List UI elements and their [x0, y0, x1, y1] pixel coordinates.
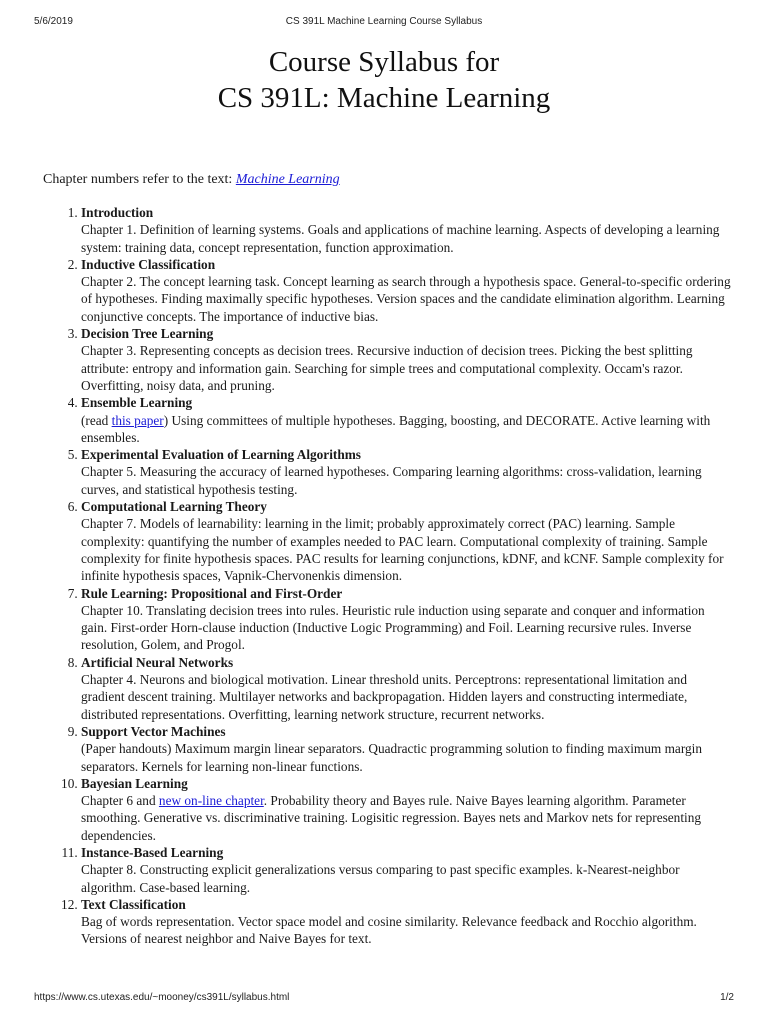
- topic-description: Chapter 7. Models of learnability: learning in the limit; probably approximately correct (PAC) learning. Sample complexity: quantifying the number of examples needed to PAC learn. Computational complexity of training. Sample complexity for finite hypothesis spaces. PAC results for learning conjunctions, kDNF, and kCNF. Sample complexity for infinite hypothesis spaces, Vapnik-Chervonenkis dimension.: [81, 516, 724, 584]
- topic-description: (Paper handouts) Maximum margin linear separators. Quadractic programming solution to finding maximum margin separators. Kernels for learning non-linear functions.: [81, 741, 703, 774]
- topic-title: 10. Bayesian Learning: [81, 775, 188, 791]
- print-title: CS 391L Machine Learning Course Syllabus: [285, 16, 483, 27]
- topic-item: [81, 204, 733, 256]
- print-date: 5/6/2019: [34, 16, 73, 27]
- topic-description: Bag of words representation. Vector space model and cosine similarity. Relevance feedback and Rocchio algorithm. Versions of nearest neighbor and Naive Bayes for text.: [81, 914, 697, 947]
- topic-title: 9. Support Vector Machines: [81, 723, 226, 739]
- online-chapter-link[interactable]: new on-line chapter: [158, 793, 264, 809]
- topic-description: Chapter 1. Definition of learning systems. Goals and applications of machine learning. Aspects of developing a learning system: training data, concept representation, function approximation.: [81, 222, 720, 255]
- topic-description: Chapter 5. Measuring the accuracy of learned hypotheses. Comparing learning algorithms: cross-validation, learning curves, and statistical hypothesis testing.: [81, 464, 702, 497]
- topic-title: 3. Decision Tree Learning: [81, 326, 214, 342]
- topic-description: Chapter 8. Constructing explicit generalizations versus comparing to past specific examples. k-Nearest-neighbor algorithm. Case-based learning.: [81, 862, 680, 895]
- page-title-line1: Course Syllabus for: [268, 46, 500, 78]
- topic-item: [81, 775, 733, 844]
- topic-item: [81, 585, 733, 654]
- topic-title: 11. Instance-Based Learning: [81, 844, 224, 860]
- topic-description: Chapter 3. Representing concepts as decision trees. Recursive induction of decision trees. Picking the best splitting attribute: entropy and information gain. Searching for simple trees and computational complexity. Occam's razor. Overfitting, noisy data, and pruning.: [81, 343, 693, 393]
- topic-description: (read this paper) Using committees of multiple hypotheses. Bagging, boosting, and DECORATE. Active learning with ensembles.: [81, 412, 711, 445]
- page-title: [0, 44, 768, 116]
- topic-title: 8. Artificial Neural Networks: [81, 654, 234, 670]
- topic-item: [81, 844, 733, 896]
- topic-description: Chapter 4. Neurons and biological motivation. Linear threshold units. Perceptrons: representational limitation and gradient descent training. Multilayer networks and backpropagation. Hidden layers and constructing intermediate, distributed representations. Overfitting, learning network structure, recurrent networks.: [81, 672, 688, 722]
- topic-item: [81, 896, 733, 948]
- page-title-line2: CS 391L: Machine Learning: [217, 82, 551, 114]
- intro-text: [43, 171, 340, 189]
- print-footer: [34, 992, 734, 1006]
- topic-item: [81, 498, 733, 584]
- topic-title: 6. Computational Learning Theory: [81, 499, 267, 515]
- topic-item: [81, 654, 733, 723]
- topic-list: [43, 204, 733, 948]
- intro-label: Chapter numbers refer to the text:: [43, 172, 236, 187]
- print-header: [34, 16, 734, 30]
- topic-title: 12. Text Classification: [81, 896, 186, 912]
- topic-item: [81, 256, 733, 325]
- print-url: https://www.cs.utexas.edu/~mooney/cs391L/syllabus.html: [34, 992, 290, 1003]
- paper-link[interactable]: this paper: [111, 412, 164, 428]
- topic-item: [81, 446, 733, 498]
- topic-description: Chapter 10. Translating decision trees into rules. Heuristic rule induction using separate and conquer and information gain. First-order Horn-clause induction (Inductive Logic Programming) and Foil. Learning recursive rules. Inverse resolution, Golem, and Progol.: [81, 602, 705, 653]
- topic-item: [81, 723, 733, 775]
- topic-title: 4. Ensemble Learning: [81, 395, 193, 411]
- topic-description: Chapter 6 and new on-line chapter. Probability theory and Bayes rule. Naive Bayes learning algorithm. Parameter smoothing. Generative vs. discriminative training. Logisitic regression. Bayes nets and Markov nets for representing dependencies.: [81, 793, 702, 843]
- topic-title: 1. Introduction: [81, 205, 154, 220]
- topic-description: Chapter 2. The concept learning task. Concept learning as search through a hypothesis space. General-to-specific ordering of hypotheses. Finding maximally specific hypotheses. Version spaces and the candidate elimination algorithm. Learning conjunctive concepts. The importance of inductive bias.: [81, 274, 731, 324]
- page-number: 1/2: [720, 992, 734, 1003]
- topic-item: [81, 394, 733, 446]
- textbook-link[interactable]: Machine Learning: [235, 172, 340, 187]
- topic-title: 7. Rule Learning: Propositional and First-Order: [81, 585, 343, 601]
- topic-title: 2. Inductive Classification: [81, 256, 216, 272]
- topic-item: [81, 325, 733, 394]
- topic-title: 5. Experimental Evaluation of Learning Algorithms: [81, 447, 361, 463]
